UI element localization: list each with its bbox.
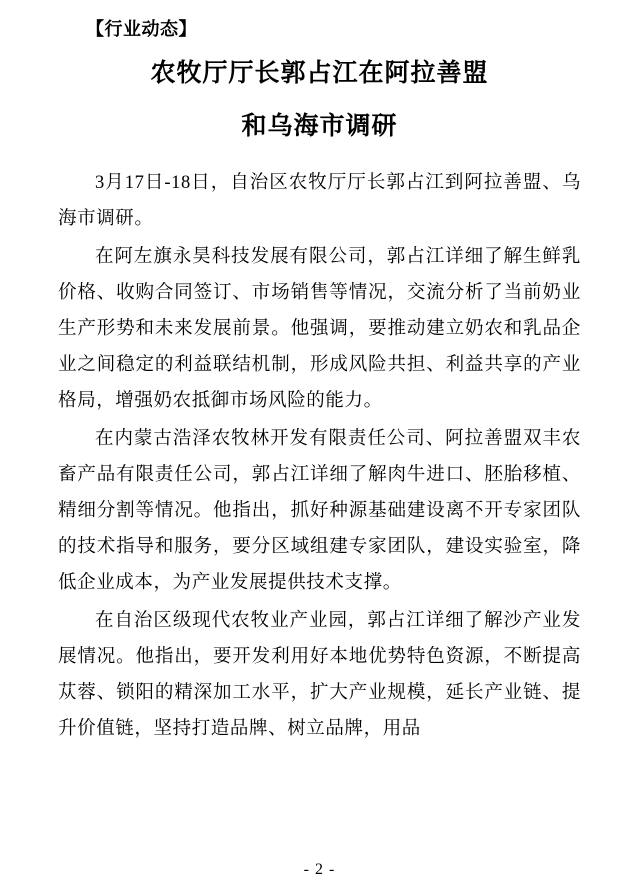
page-number: - 2 - [303, 861, 336, 878]
category-tag: 【行业动态】 [86, 19, 197, 39]
body-text [58, 165, 581, 747]
page-title [58, 55, 581, 147]
paragraph-2: 在阿左旗永昊科技发展有限公司，郭占江详细了解生鲜乳价格、收购合同签订、市场销售等情况，交流分析了当前奶业生产形势和未来发展前景。他强调，要推动建立奶农和乳品企业之间稳定的利益联结机制，形成风险共担、利益共享的产业格局，增强奶农抵御市场风险的能力。 [58, 246, 581, 411]
paragraph-1: 3月17日-18日，自治区农牧厅厅长郭占江到阿拉善盟、乌海市调研。 [58, 172, 581, 229]
paragraph-4: 在自治区级现代农牧业产业园，郭占江详细了解沙产业发展情况。他指出，要开发利用好本地优势特色资源，不断提高苁蓉、锁阳的精深加工水平，扩大产业规模，延长产业链、提升价值链，坚持打造品牌、树立品牌，用品 [58, 610, 581, 739]
title-line-2: 和乌海市调研 [241, 113, 398, 141]
title-line-1: 农牧厅厅长郭占江在阿拉善盟 [150, 60, 489, 88]
paragraph-3: 在内蒙古浩泽农牧林开发有限责任公司、阿拉善盟双丰农畜产品有限责任公司，郭占江详细了解肉牛进口、胚胎移植、精细分割等情况。他指出，抓好种源基础建设离不开专家团队的技术指导和服务，要分区域组建专家团队，建设实验室，降低企业成本，为产业发展提供技术支撑。 [58, 428, 581, 593]
